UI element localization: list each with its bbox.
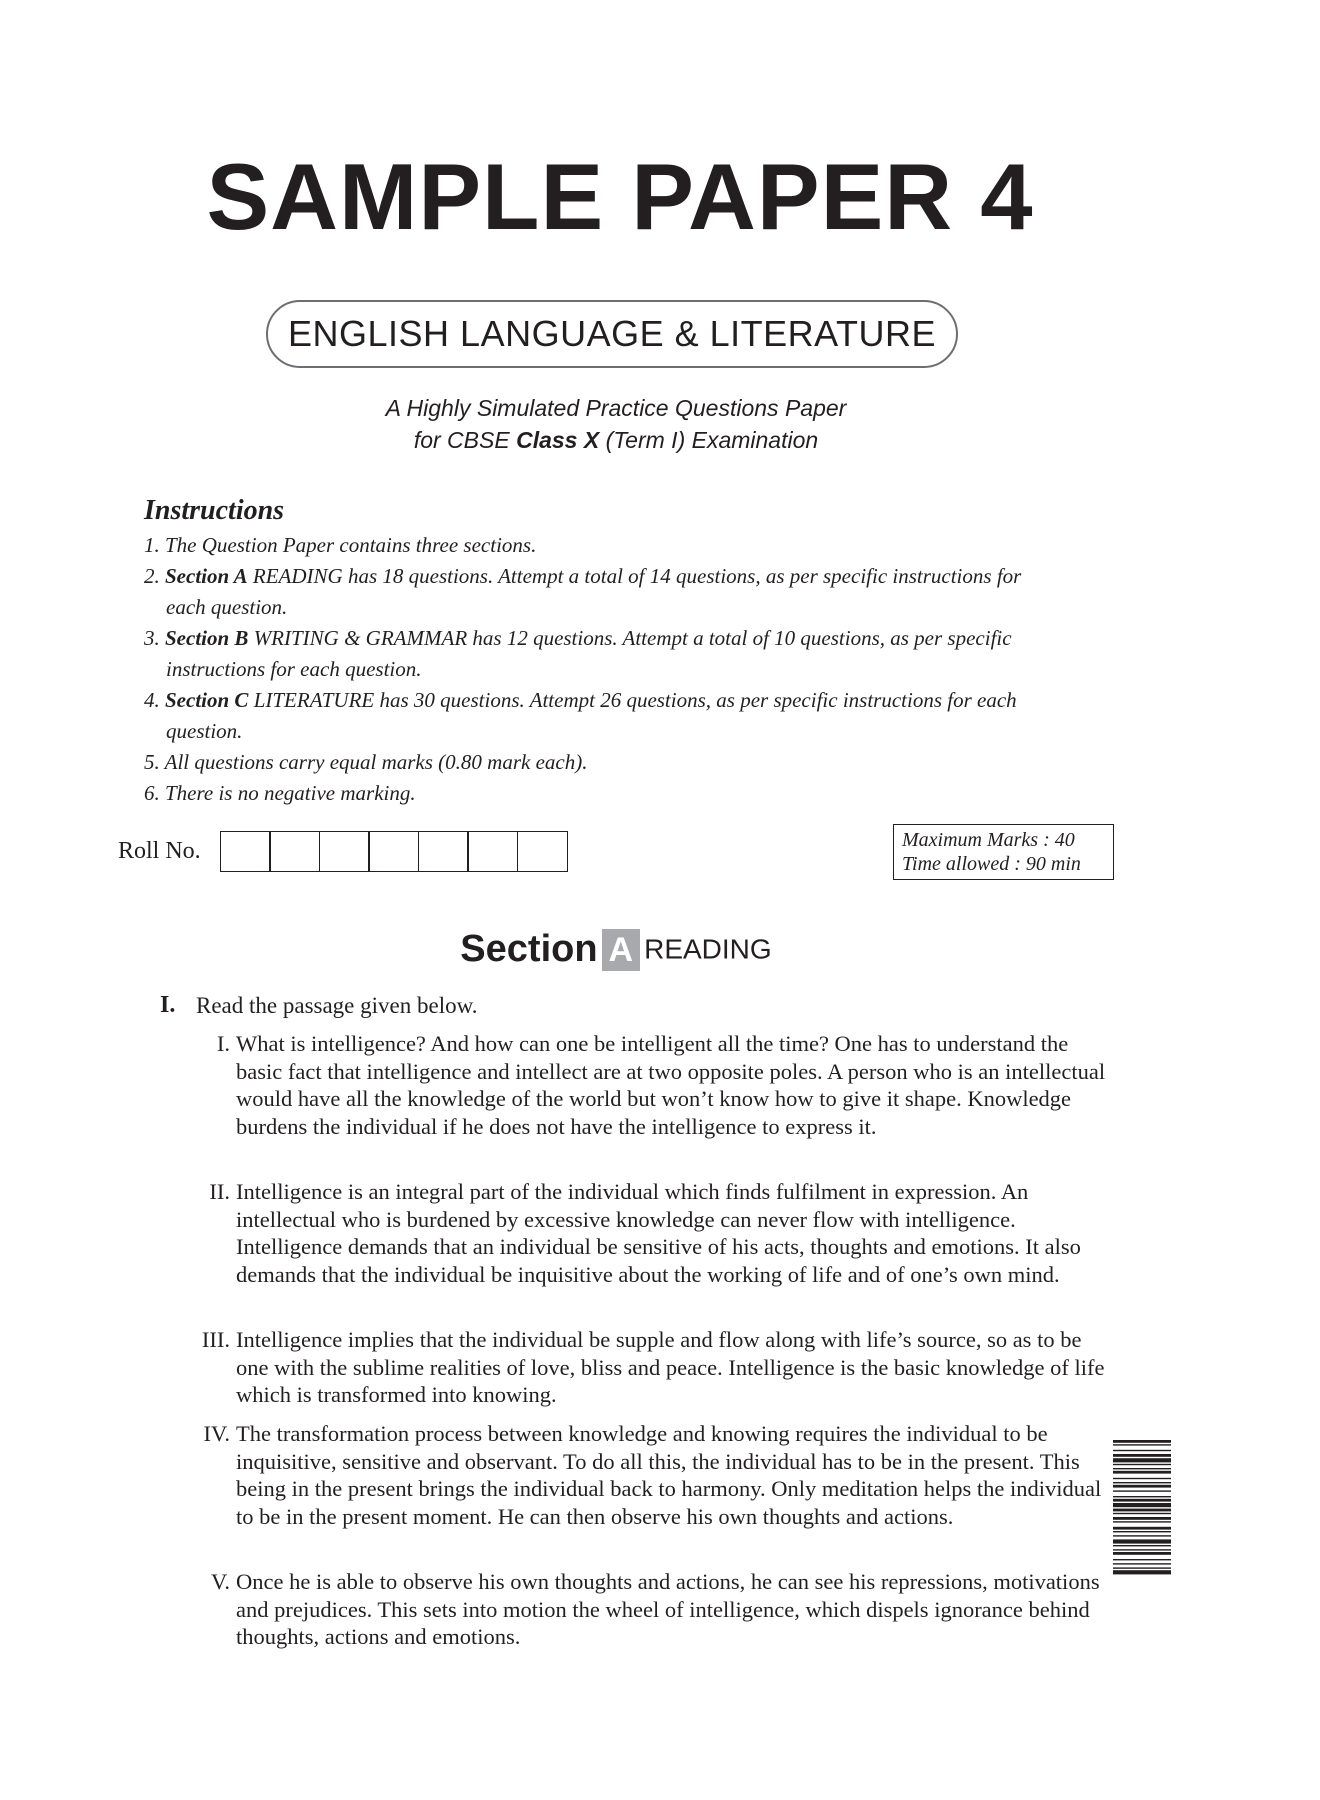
paragraph-text: The transformation process between knowledge and knowing requires the individual to be inquisitive, sensitive and observant. To do all this, the individual has to be in the present. This being in the present brings the individual back to harmony. Only meditation helps the individual to be in the present moment. He can then observe his own thoughts and actions.	[236, 1421, 1102, 1529]
passage-paragraph	[176, 1326, 1116, 1409]
passage-paragraph	[176, 1568, 1116, 1651]
roll-number-label: Roll No.	[118, 838, 201, 864]
paragraph-text: What is intelligence? And how can one be intelligent all the time? One has to understand the basic fact that intelligence and intellect are at two opposite poles. A person who is an intellectual would have all the knowledge of the world but won’t know how to give it shape. Knowledge burdens the individual if he does not have the intelligence to express it.	[236, 1031, 1106, 1139]
instruction-text: LITERATURE has 30 questions. Attempt 26 questions, as per specific instructions for each question.	[166, 688, 1017, 743]
instruction-text: The Question Paper contains three sections.	[165, 533, 537, 557]
section-word: Section	[460, 928, 598, 970]
instruction-item	[144, 561, 1044, 623]
instruction-number: 4.	[144, 688, 160, 712]
subtitle-line-2-post: (Term I) Examination	[599, 427, 819, 453]
instruction-item	[144, 530, 1044, 561]
marks-box	[893, 824, 1114, 880]
passage-paragraph	[176, 1030, 1116, 1140]
subtitle-line-2	[0, 424, 1232, 456]
roll-number-boxes[interactable]	[221, 831, 568, 872]
instruction-text: There is no negative marking.	[165, 781, 416, 805]
page-title: SAMPLE PAPER 4	[206, 144, 1034, 249]
instruction-item	[144, 685, 1044, 747]
section-heading	[0, 928, 1232, 971]
instruction-number: 2.	[144, 564, 160, 588]
passage-paragraph	[176, 1420, 1116, 1530]
roll-number-box[interactable]	[467, 831, 518, 872]
roll-number-box[interactable]	[368, 831, 419, 872]
paragraph-number: I.	[216, 1031, 230, 1056]
subtitle-class: Class X	[516, 427, 600, 453]
instruction-number: 5.	[144, 750, 160, 774]
question-intro: Read the passage given below.	[196, 993, 478, 1018]
instruction-section: Section B	[165, 626, 249, 650]
instruction-text: WRITING & GRAMMAR has 12 questions. Attempt a total of 10 questions, as per specific instructions for each question.	[166, 626, 1012, 681]
passage-paragraph	[176, 1178, 1116, 1288]
paragraph-text: Once he is able to observe his own thoughts and actions, he can see his repressions, motivations and prejudices. This sets into motion the wheel of intelligence, which dispels ignorance behind thoughts, actions and emotions.	[236, 1569, 1100, 1650]
barcode-image	[1113, 1440, 1171, 1645]
subtitle-line-2-pre: for CBSE	[413, 427, 517, 453]
section-letter-badge: A	[602, 929, 641, 971]
paragraph-number: V.	[211, 1569, 230, 1594]
roll-number-box[interactable]	[269, 831, 320, 872]
instruction-number: 6.	[144, 781, 160, 805]
paragraph-text: Intelligence is an integral part of the individual which finds fulfilment in expression. An intellectual who is burdened by excessive knowledge can never flow with intelligence. Intelligence demands that an individual be sensitive of his acts, thoughts and emotions. It also demands that the individual be inquisitive about the working of life and of one’s own mind.	[236, 1179, 1081, 1287]
instruction-item	[144, 747, 1044, 778]
section-name: READING	[644, 933, 772, 965]
instruction-number: 3.	[144, 626, 160, 650]
roll-number-box[interactable]	[418, 831, 469, 872]
roll-number-box[interactable]	[319, 831, 370, 872]
maximum-marks: Maximum Marks : 40	[902, 829, 1075, 851]
instruction-number: 1.	[144, 533, 160, 557]
instruction-item	[144, 623, 1044, 685]
roll-number-box[interactable]	[517, 831, 568, 872]
paragraph-text: Intelligence implies that the individual be supple and flow along with life’s source, so as to be one with the sublime realities of love, bliss and peace. Intelligence is the basic knowledge of life which is transformed into knowing.	[236, 1327, 1105, 1408]
time-allowed: Time allowed : 90 min	[902, 853, 1081, 875]
paragraph-number: III.	[201, 1327, 230, 1352]
question-numeral: I.	[160, 992, 176, 1018]
roll-number-box[interactable]	[220, 831, 271, 872]
subject-pill: ENGLISH LANGUAGE & LITERATURE	[266, 300, 958, 368]
instruction-section: Section A	[165, 564, 248, 588]
paragraph-number: IV.	[203, 1421, 230, 1446]
instruction-section: Section C	[165, 688, 249, 712]
paragraph-number: II.	[209, 1179, 230, 1204]
instruction-text: All questions carry equal marks (0.80 mark each).	[164, 750, 588, 774]
instruction-text: READING has 18 questions. Attempt a total of 14 questions, as per specific instructions for each question.	[166, 564, 1022, 619]
subtitle-line-1: A Highly Simulated Practice Questions Paper	[385, 395, 847, 421]
instructions-heading: Instructions	[144, 495, 285, 526]
subtitle	[0, 392, 1232, 456]
instructions-list	[144, 530, 1044, 809]
instruction-item	[144, 778, 1044, 809]
